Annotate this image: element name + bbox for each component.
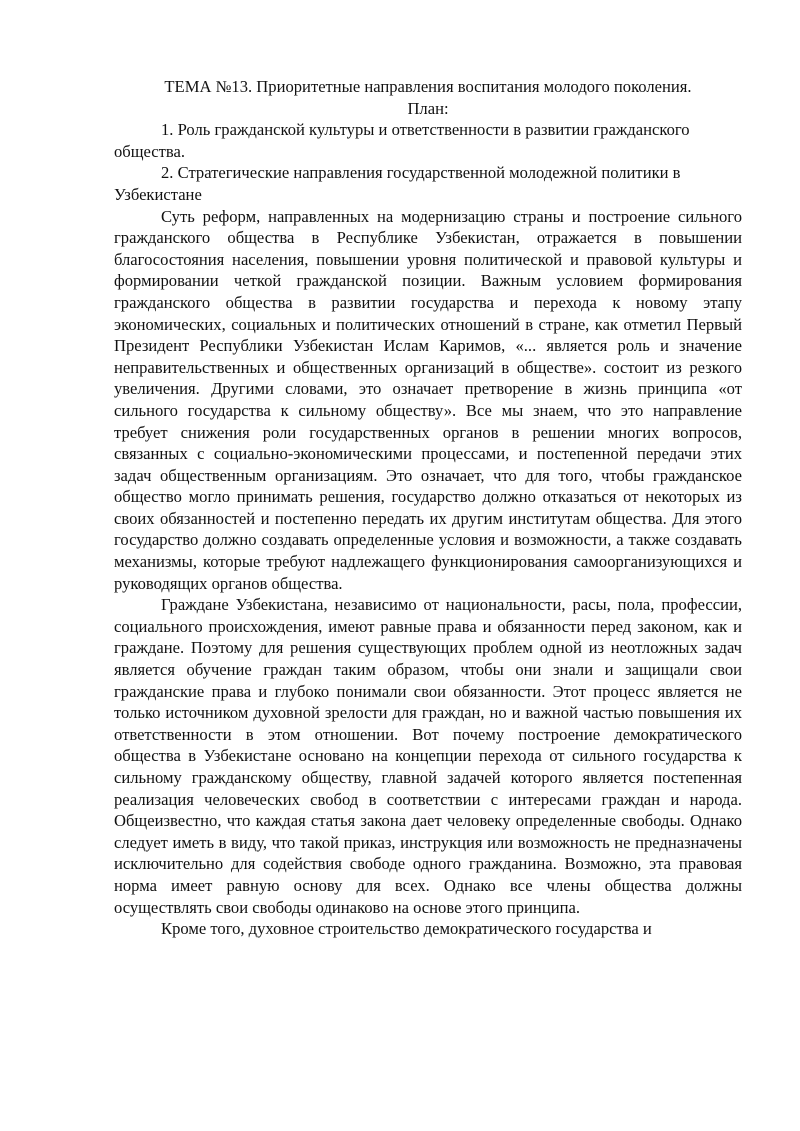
body-paragraph-2: Граждане Узбекистана, независимо от национальности, расы, пола, профессии, социального происхождения, имеют равные права и обязанности перед законом, как и граждане. Поэтому для решения существующих проблем одной из неотложных задач является обучение граждан таким образом, чтобы они знали и защищали свои гражданские права и глубоко понимали свои обязанности. Этот процесс является не только источником духовной зрелости для граждан, но и важной частью повышения их ответственности в этом отношении. Вот почему построение демократического общества в Узбекистане основано на концепции перехода от сильного государства к сильному гражданскому обществу, главной задачей которого является постепенная реализация человеческих свобод в соответствии с интересами граждан и народа. Общеизвестно, что каждая статья закона дает человеку определенные свободы. Однако следует иметь в виду, что такой приказ, инструкция или возможность не предназначены исключительно для содействия свободе одного гражданина. Возможно, эта правовая норма имеет равную основу для всех. Однако все члены общества должны осуществлять свои свободы одинаково на основе этого принципа.	[114, 595, 742, 917]
plan-item-1: 1. Роль гражданской культуры и ответственности в развитии гражданского общества.	[114, 120, 690, 161]
document-page	[114, 76, 742, 940]
body-paragraph-3: Кроме того, духовное строительство демократического государства и	[161, 919, 652, 939]
body-paragraph-1: Суть реформ, направленных на модернизацию страны и построение сильного гражданского общества в Республике Узбекистан, отражается в повышении благосостояния населения, повышении уровня политической и правовой культуры и формировании четкой гражданской позиции. Важным условием формирования гражданского общества в развитии государства и перехода к новому этапу экономических, социальных и политических отношений в стране, как отметил Первый Президент Республики Узбекистан Ислам Каримов, «... является роль и значение неправительственных и общественных организаций в обществе». состоит из резкого увеличения. Другими словами, это означает претворение в жизнь принципа «от сильного государства к сильному обществу». Все мы знаем, что это направление требует снижения роли государственных органов в решении многих вопросов, связанных с социально-экономическими процессами, и постепенной передачи этих задач общественным организациям. Это означает, что для того, чтобы гражданское общество могло принимать решения, государство должно отказаться от некоторых из своих обязанностей и постепенно передать их другим институтам общества. Для этого государство должно создавать определенные условия и возможности, а также создавать механизмы, которые требуют надлежащего функционирования самоорганизующихся и руководящих органов общества.	[114, 206, 742, 593]
document-title: ТЕМА №13. Приоритетные направления воспитания молодого поколения.	[164, 77, 692, 96]
plan-item-2: 2. Стратегические направления государственной молодежной политики в Узбекистане	[114, 163, 681, 204]
plan-heading: План:	[407, 98, 449, 118]
